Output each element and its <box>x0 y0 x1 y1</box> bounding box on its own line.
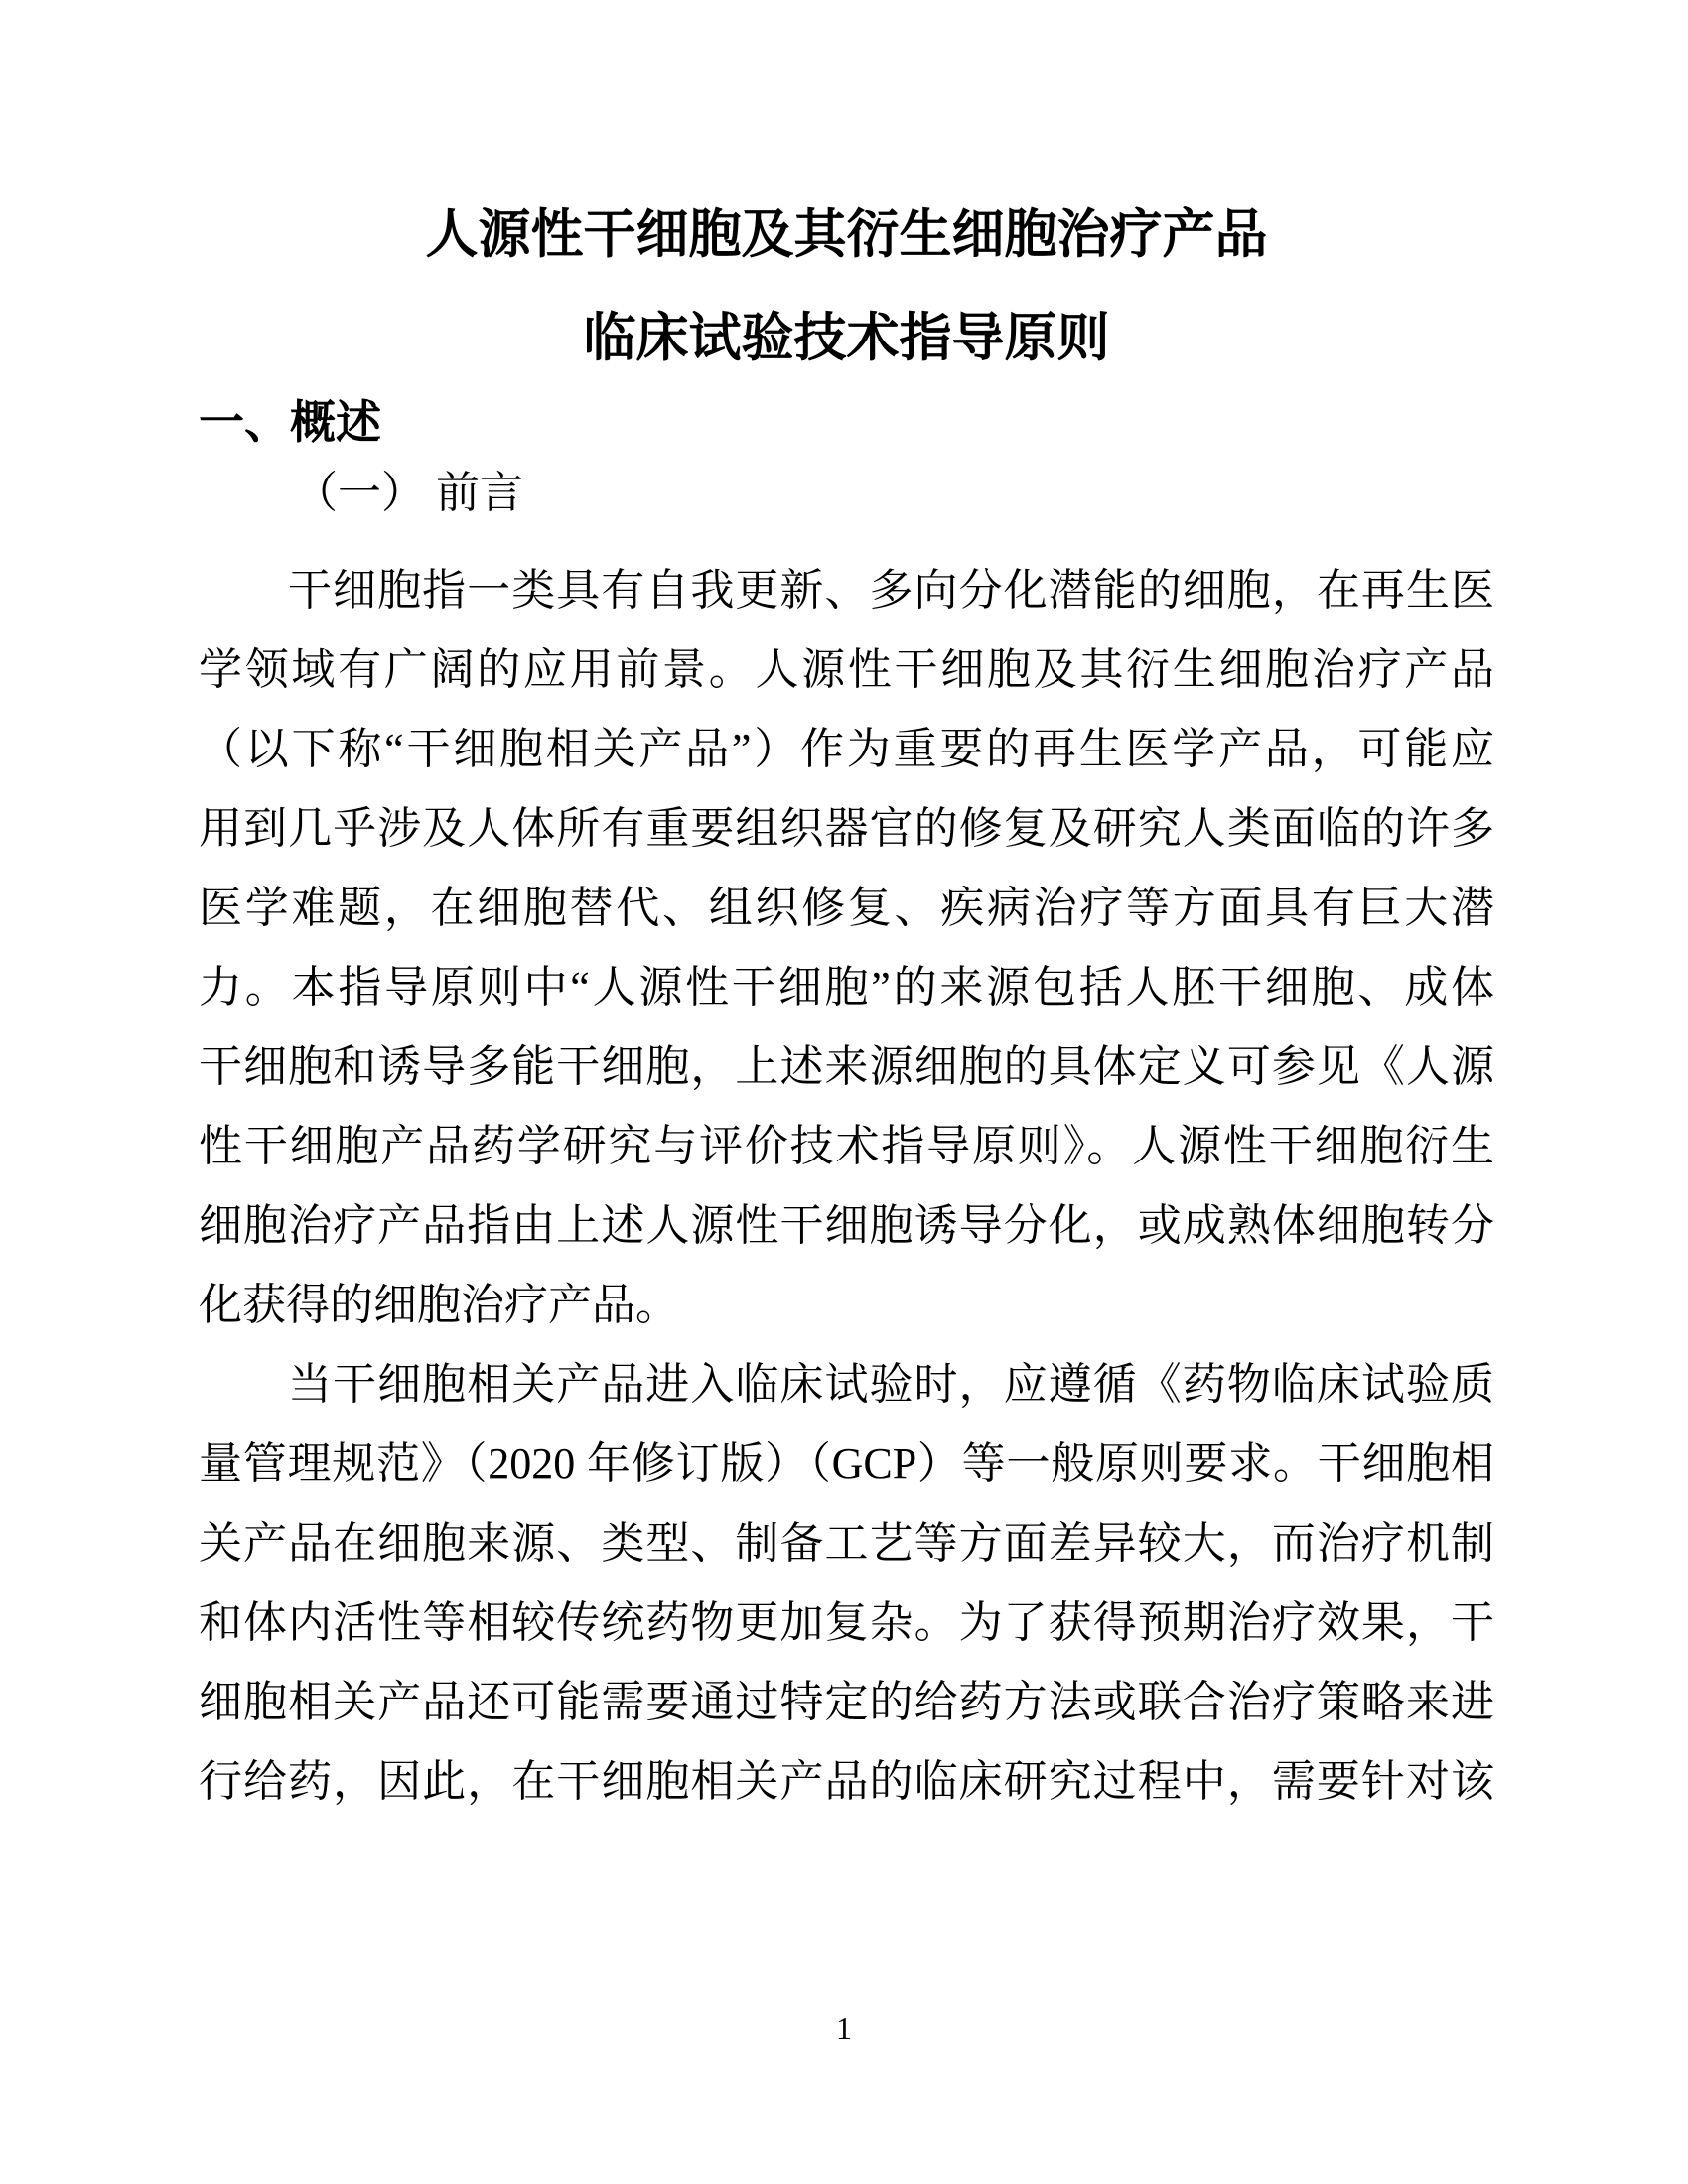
body-line: 干细胞和诱导多能干细胞，上述来源细胞的具体定义可参见《人源 <box>199 1042 1494 1091</box>
body-line: 细胞相关产品还可能需要通过特定的给药方法或联合治疗策略来进 <box>199 1678 1494 1726</box>
body-line: 量管理规范》（2020 年修订版）（GCP）等一般原则要求。干细胞相 <box>199 1439 1494 1488</box>
document-title-line-1: 人源性干细胞及其衍生细胞治疗产品 <box>425 206 1268 264</box>
body-line: 医学难题，在细胞替代、组织修复、疾病治疗等方面具有巨大潜 <box>199 884 1494 932</box>
body-line: 力。本指导原则中“人源性干细胞”的来源包括人胚干细胞、成体 <box>199 963 1494 1012</box>
subsection-heading-foreword: （一） 前言 <box>294 469 523 517</box>
section-heading-overview: 一、概述 <box>199 396 381 448</box>
document-title-line-2: 临床试验技术指导原则 <box>583 310 1110 367</box>
document-content <box>199 0 1494 1822</box>
body-line: 化获得的细胞治疗产品。 <box>199 1281 679 1329</box>
body-line: 关产品在细胞来源、类型、制备工艺等方面差异较大，而治疗机制 <box>199 1519 1494 1568</box>
body-line: 性干细胞产品药学研究与评价技术指导原则》。人源性干细胞衍生 <box>199 1122 1494 1170</box>
body-line: 干细胞指一类具有自我更新、多向分化潜能的细胞，在再生医 <box>288 566 1494 614</box>
body-line: 用到几乎涉及人体所有重要组织器官的修复及研究人类面临的许多 <box>199 804 1494 853</box>
body-line: 和体内活性等相较传统药物更加复杂。为了获得预期治疗效果，干 <box>199 1598 1494 1647</box>
body-line: 细胞治疗产品指由上述人源性干细胞诱导分化，或成熟体细胞转分 <box>199 1201 1494 1250</box>
page-number: 1 <box>836 2010 852 2046</box>
body-text <box>199 551 1494 1822</box>
body-line: 行给药，因此，在干细胞相关产品的临床研究过程中，需要针对该 <box>199 1757 1494 1806</box>
body-line: （以下称“干细胞相关产品”）作为重要的再生医学产品，可能应 <box>199 725 1494 773</box>
body-line: 学领域有广阔的应用前景。人源性干细胞及其衍生细胞治疗产品 <box>199 645 1494 694</box>
body-line: 当干细胞相关产品进入临床试验时，应遵循《药物临床试验质 <box>288 1360 1494 1409</box>
